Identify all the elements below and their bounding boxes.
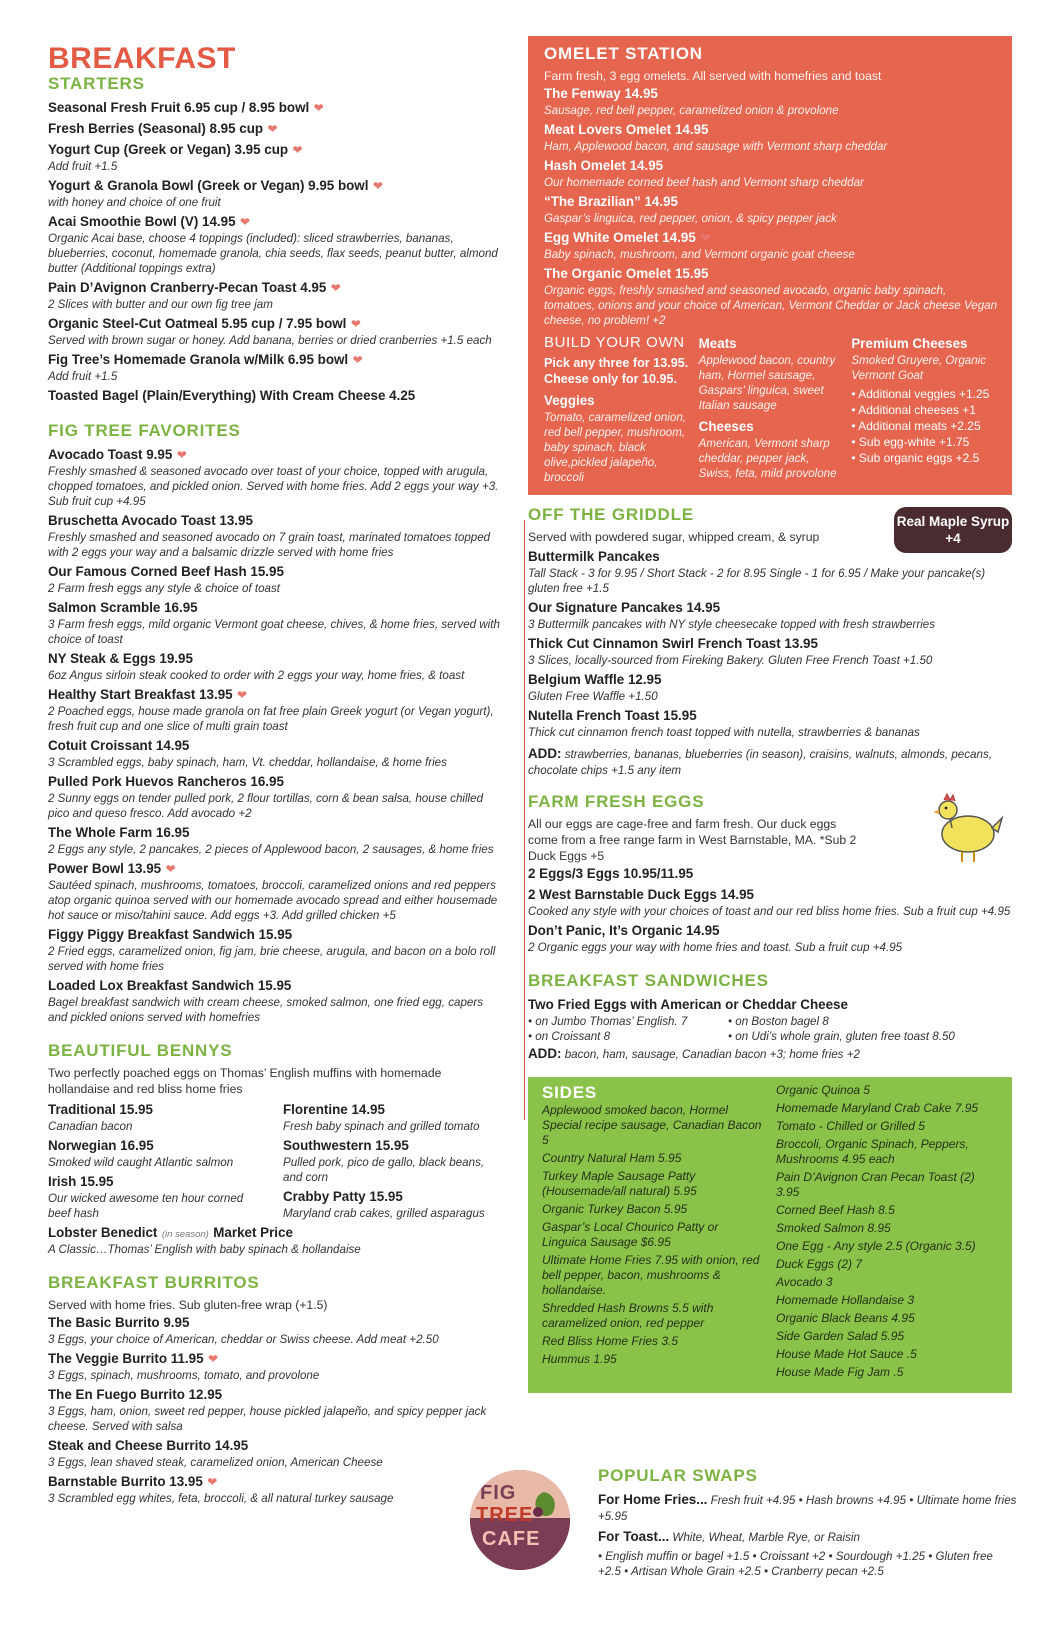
item-desc: 3 Buttermilk pancakes with NY style cheesecake topped with fresh strawberries xyxy=(528,618,936,631)
menu-item xyxy=(48,1472,504,1506)
build-your-own xyxy=(544,334,998,485)
sides-box xyxy=(528,1077,1012,1393)
item-desc: Cooked any style with your choices of toast and our red bliss home fries. Sub a fruit cup +4.95 xyxy=(528,905,1011,918)
starters-list xyxy=(48,98,504,405)
item-desc: Add fruit +1.5 xyxy=(48,160,118,173)
item-desc: 3 Eggs, ham, onion, sweet red pepper, house pickled jalapeño, and spicy pepper jack cheese. Served with salsa xyxy=(48,1405,487,1433)
item-desc: 3 Scrambled eggs, baby spinach, ham, Vt. cheddar, hollandaise, & home fries xyxy=(48,756,447,769)
item-name: The Whole Farm 16.95 xyxy=(48,825,190,840)
lobster-desc: A Classic…Thomas’ English with baby spinach & hollandaise xyxy=(48,1243,361,1256)
item-desc: 2 Eggs any style, 2 pancakes, 2 pieces of Applewood bacon, 2 sausages, & home fries xyxy=(48,843,494,856)
extra-item: • Sub egg-white +1.75 xyxy=(851,435,970,449)
fries-text: Fresh fruit +4.95 • Hash browns +4.95 • Ultimate home fries +5.95 xyxy=(598,1494,1017,1523)
side-item: Homemade Maryland Crab Cake 7.95 xyxy=(776,1101,979,1115)
side-item: Turkey Maple Sausage Patty (Housemade/all natural) 5.95 xyxy=(542,1169,697,1198)
breakfast-title: BREAKFAST xyxy=(48,42,236,75)
item-desc: 2 Farm fresh eggs any style & choice of toast xyxy=(48,582,280,595)
menu-item xyxy=(48,445,504,509)
item-name: Meat Lovers Omelet 14.95 xyxy=(544,122,709,137)
heart-icon: ❤ xyxy=(292,143,303,157)
item-name: Hash Omelet 14.95 xyxy=(544,158,664,173)
menu-item xyxy=(48,314,504,348)
item-desc: 6oz Angus sirloin steak cooked to order with 2 eggs your way, home fries, & toast xyxy=(48,669,465,682)
item-name: Toasted Bagel (Plain/Everything) With Cream Cheese 4.25 xyxy=(48,388,416,403)
heart-icon: ❤ xyxy=(313,101,324,115)
menu-item xyxy=(48,1385,504,1434)
griddle-title: OFF THE GRIDDLE xyxy=(528,505,694,524)
item-desc: 2 Fried eggs, caramelized onion, fig jam, brie cheese, arugula, and bacon on a bolo roll served with home fries xyxy=(48,945,496,973)
side-item: Organic Black Beans 4.95 xyxy=(776,1311,915,1325)
toast-extras: • English muffin or bagel +1.5 • Croissant +2 • Sourdough +1.25 • Gluten free +2.5 • Artisan Whole Grain +2.5 • Cranberry pecan +2.5 xyxy=(598,1550,993,1578)
starters-title: STARTERS xyxy=(48,74,145,93)
sandwich-option: • on Croissant 8 xyxy=(528,1030,611,1043)
item-name: Norwegian 16.95 xyxy=(48,1138,154,1153)
sandwich-option: • on Boston bagel 8 xyxy=(728,1015,829,1028)
item-name: The Veggie Burrito 11.95 xyxy=(48,1351,204,1366)
omelet-title: OMELET STATION xyxy=(544,44,703,63)
item-name: NY Steak & Eggs 19.95 xyxy=(48,651,193,666)
sandwich-option: • on Udi’s whole grain, gluten free toast 8.50 xyxy=(728,1030,955,1043)
item-name: Healthy Start Breakfast 13.95 xyxy=(48,687,233,702)
menu-item xyxy=(48,598,504,647)
lobster-price: Market Price xyxy=(213,1225,293,1240)
veggies-list: Tomato, caramelized onion, red bell pepper, mushroom, baby spinach, black olive,pickled jalapeño, broccoli xyxy=(544,411,686,484)
premium-title: Premium Cheeses xyxy=(851,336,968,351)
menu-item xyxy=(48,1436,504,1470)
omelet-station-box xyxy=(528,36,1012,495)
premium-list: Smoked Gruyere, Organic Vermont Goat xyxy=(851,354,987,382)
menu-item xyxy=(48,176,504,210)
item-name: Seasonal Fresh Fruit 6.95 cup / 8.95 bowl xyxy=(48,100,310,115)
favorites-title: FIG TREE FAVORITES xyxy=(48,421,241,440)
eggs-list xyxy=(528,864,1012,955)
menu-item xyxy=(544,84,998,118)
fries-label: For Home Fries... xyxy=(598,1492,708,1507)
byo-title: BUILD YOUR OWN xyxy=(544,334,685,351)
item-desc: Gaspar’s linguica, red pepper, onion, & spicy pepper jack xyxy=(544,212,837,225)
item-desc: Add fruit +1.5 xyxy=(48,370,118,383)
griddle-add-label: ADD: xyxy=(528,746,562,761)
menu-item xyxy=(48,1100,269,1134)
item-name: Florentine 14.95 xyxy=(283,1102,385,1117)
heart-icon: ❤ xyxy=(372,179,383,193)
item-desc: Sautéed spinach, mushrooms, tomatoes, broccoli, caramelized onions and red peppers atop organic quinoa served with our homemade avocado spread and either housemade hot sauce or miso/tahini sauce. Add eggs +3. Add grilled chicken +5 xyxy=(48,879,498,922)
sandwich-option: • on Jumbo Thomas’ English. 7 xyxy=(528,1015,688,1028)
side-item: Ultimate Home Fries 7.95 with onion, red bell pepper, bacon, mushrooms & hollandaise. xyxy=(542,1253,760,1297)
burritos-section xyxy=(48,1273,504,1506)
side-item: Organic Quinoa 5 xyxy=(776,1083,871,1097)
menu-item xyxy=(48,511,504,560)
menu-item xyxy=(48,649,504,683)
menu-item xyxy=(48,350,504,384)
side-item: Homemade Hollandaise 3 xyxy=(776,1293,915,1307)
menu-item xyxy=(528,634,1012,668)
item-name: Buttermilk Pancakes xyxy=(528,549,660,564)
item-name: Figgy Piggy Breakfast Sandwich 15.95 xyxy=(48,927,293,942)
side-item: House Made Fig Jam .5 xyxy=(776,1365,904,1379)
item-desc: 3 Eggs, spinach, mushrooms, tomato, and provolone xyxy=(48,1369,320,1382)
burritos-title: BREAKFAST BURRITOS xyxy=(48,1273,260,1292)
menu-item xyxy=(48,140,504,174)
menu-item xyxy=(528,885,1012,919)
menu-item xyxy=(48,859,504,923)
item-desc: Bagel breakfast sandwich with cream cheese, smoked salmon, one fried egg, capers and pickled onions served with homefries xyxy=(48,996,483,1024)
bennys-section xyxy=(48,1041,504,1257)
item-name: Barnstable Burrito 13.95 xyxy=(48,1474,203,1489)
side-item: Organic Turkey Bacon 5.95 xyxy=(542,1202,688,1216)
sides-right-list xyxy=(776,1083,994,1383)
menu-item xyxy=(48,119,504,138)
item-name: Avocado Toast 9.95 xyxy=(48,447,173,462)
menu-item xyxy=(528,547,1012,596)
menu-item xyxy=(48,212,504,276)
griddle-section xyxy=(528,495,1012,778)
item-desc: Our wicked awesome ten hour corned beef hash xyxy=(48,1192,244,1220)
side-item: Pain D’Avignon Cran Pecan Toast (2) 3.95 xyxy=(776,1170,975,1199)
syrup-badge: Real Maple Syrup +4 xyxy=(894,507,1012,553)
menu-item xyxy=(48,976,504,1025)
logo-line2: TREE xyxy=(476,1504,534,1526)
menu-item xyxy=(544,120,998,154)
menu-item xyxy=(48,98,504,117)
menu-item xyxy=(528,921,1012,955)
favorites-list xyxy=(48,445,504,1025)
side-item: Applewood smoked bacon, Hormel Special recipe sausage, Canadian Bacon 5 xyxy=(542,1103,762,1147)
item-name: Salmon Scramble 16.95 xyxy=(48,600,198,615)
item-desc: Organic eggs, freshly smashed and seasoned avocado, organic baby spinach, tomatoes, onions and your choice of American, Vermont Cheddar or Jack cheese Vegan cheese, no problem! +2 xyxy=(544,284,998,327)
item-name: Pain D’Avignon Cranberry-Pecan Toast 4.95 xyxy=(48,280,327,295)
menu-item xyxy=(48,736,504,770)
item-name: 2 Eggs/3 Eggs 10.95/11.95 xyxy=(528,866,694,881)
omelet-list xyxy=(544,84,998,328)
item-name: Southwestern 15.95 xyxy=(283,1138,409,1153)
side-item: Avocado 3 xyxy=(776,1275,833,1289)
item-desc: Organic Acai base, choose 4 toppings (included): sliced strawberries, bananas, blueberries, coconut, homemade granola, chia seeds, flax seeds, peanut butter, almond butter (Additional toppings extra) xyxy=(48,232,498,275)
favorites-section xyxy=(48,421,504,1025)
item-name: Pulled Pork Huevos Rancheros 16.95 xyxy=(48,774,284,789)
menu-item xyxy=(48,685,504,734)
eggs-section xyxy=(528,792,1012,955)
item-desc: 3 Slices, locally-sourced from Fireking Bakery. Gluten Free French Toast +1.50 xyxy=(528,654,933,667)
item-name: Acai Smoothie Bowl (V) 14.95 xyxy=(48,214,236,229)
item-desc: Gluten Free Waffle +1.50 xyxy=(528,690,658,703)
item-desc: Maryland crab cakes, grilled asparagus xyxy=(283,1207,485,1220)
meats-title: Meats xyxy=(698,336,737,351)
item-name: The Fenway 14.95 xyxy=(544,86,658,101)
left-column xyxy=(48,44,504,1508)
menu-item xyxy=(48,1172,269,1221)
item-desc: 3 Scrambled egg whites, feta, broccoli, & all natural turkey sausage xyxy=(48,1492,394,1505)
sandwiches-section xyxy=(528,971,1012,1063)
sandwich-name: Two Fried Eggs with American or Cheddar Cheese xyxy=(528,997,848,1012)
item-name: Power Bowl 13.95 xyxy=(48,861,162,876)
heart-icon: ❤ xyxy=(350,317,361,331)
item-name: Crabby Patty 15.95 xyxy=(283,1189,403,1204)
side-item: Tomato - Chilled or Grilled 5 xyxy=(776,1119,925,1133)
menu-item xyxy=(48,278,504,312)
menu-item xyxy=(48,562,504,596)
fig-tree-cafe-logo xyxy=(470,1470,570,1570)
menu-item xyxy=(48,823,504,857)
bennys-title: BEAUTIFUL BENNYS xyxy=(48,1041,233,1060)
heart-icon: ❤ xyxy=(267,122,278,136)
item-desc: Ham, Applewood bacon, and sausage with Vermont sharp cheddar xyxy=(544,140,888,153)
side-item: Shredded Hash Browns 5.5 with caramelized onion, red pepper xyxy=(542,1301,714,1330)
item-name: Egg White Omelet 14.95 xyxy=(544,230,696,245)
bennys-right-list xyxy=(283,1100,504,1223)
item-name: Belgium Waffle 12.95 xyxy=(528,672,662,687)
eggs-title: FARM FRESH EGGS xyxy=(528,792,705,811)
popular-swaps-section xyxy=(598,1466,1018,1579)
item-name: The Organic Omelet 15.95 xyxy=(544,266,709,281)
item-name: Yogurt Cup (Greek or Vegan) 3.95 cup xyxy=(48,142,289,157)
menu-item xyxy=(528,598,1012,632)
heart-icon: ❤ xyxy=(237,688,248,702)
item-desc: Freshly smashed and seasoned avocado on 7 grain toast, marinated tomatoes topped with 2 eggs your way and a balsamic drizzle served with home fries xyxy=(48,531,491,559)
item-name: Our Famous Corned Beef Hash 15.95 xyxy=(48,564,284,579)
item-name: The En Fuego Burrito 12.95 xyxy=(48,1387,223,1402)
lobster-season: (in season) xyxy=(161,1229,209,1240)
menu-item xyxy=(48,1313,504,1347)
item-name: Bruschetta Avocado Toast 13.95 xyxy=(48,513,253,528)
side-item: Broccoli, Organic Spinach, Peppers, Mushrooms 4.95 each xyxy=(776,1137,969,1166)
item-name: Don’t Panic, It’s Organic 14.95 xyxy=(528,923,720,938)
sandwich-add-label: ADD: xyxy=(528,1046,562,1061)
griddle-list xyxy=(528,547,1012,740)
item-name: “The Brazilian” 14.95 xyxy=(544,194,678,209)
griddle-intro: Served with powdered sugar, whipped cream, & syrup xyxy=(528,530,820,544)
heart-icon: ❤ xyxy=(330,281,341,295)
menu-item xyxy=(48,925,504,974)
side-item: Corned Beef Hash 8.5 xyxy=(776,1203,895,1217)
extra-item: • Sub organic eggs +2.5 xyxy=(851,451,980,465)
starters-section xyxy=(48,74,504,405)
lobster-name: Lobster Benedict xyxy=(48,1225,158,1240)
item-desc: Fresh baby spinach and grilled tomato xyxy=(283,1120,480,1133)
byo-pick: Pick any three for 13.95. Cheese only for 10.95. xyxy=(544,356,689,386)
item-desc: Pulled pork, pico de gallo, black beans, and corn xyxy=(283,1156,485,1184)
swaps-title: POPULAR SWAPS xyxy=(598,1466,758,1485)
heart-icon: ❤ xyxy=(239,215,251,229)
item-desc: Tall Stack - 3 for 9.95 / Short Stack - 2 for 8.95 Single - 1 for 6.95 / Make your pancake(s) gluten free +1.5 xyxy=(528,567,986,595)
chicken-icon xyxy=(926,788,1006,868)
menu-item xyxy=(48,772,504,821)
veggies-title: Veggies xyxy=(544,393,595,408)
item-name: Irish 15.95 xyxy=(48,1174,114,1189)
side-item: House Made Hot Sauce .5 xyxy=(776,1347,917,1361)
menu-item xyxy=(48,1349,504,1383)
item-name: Traditional 15.95 xyxy=(48,1102,153,1117)
toast-label: For Toast... xyxy=(598,1529,670,1544)
heart-icon: ❤ xyxy=(700,231,711,245)
bennys-intro: Two perfectly poached eggs on Thomas’ English muffins with homemade hollandaise and red bliss home fries xyxy=(48,1066,442,1096)
menu-item xyxy=(544,264,998,328)
menu-item xyxy=(283,1187,504,1221)
heart-icon: ❤ xyxy=(207,1475,218,1489)
item-desc: Our homemade corned beef hash and Vermont sharp cheddar xyxy=(544,176,864,189)
side-item: Country Natural Ham 5.95 xyxy=(542,1151,682,1165)
bennys-left-list xyxy=(48,1100,269,1223)
item-desc: 2 Slices with butter and our own fig tree jam xyxy=(48,298,273,311)
item-name: Fresh Berries (Seasonal) 8.95 cup xyxy=(48,121,264,136)
item-desc: Sausage, red bell pepper, caramelized onion & provolone xyxy=(544,104,839,117)
menu-item xyxy=(528,670,1012,704)
item-desc: Canadian bacon xyxy=(48,1120,133,1133)
menu-item xyxy=(48,1136,269,1170)
logo-line1: FIG xyxy=(480,1482,517,1504)
item-name: Organic Steel-Cut Oatmeal 5.95 cup / 7.95 bowl xyxy=(48,316,347,331)
logo-line3: CAFE xyxy=(482,1528,541,1550)
menu-item xyxy=(283,1136,504,1185)
item-desc: 2 Sunny eggs on tender pulled pork, 2 flour tortillas, corn & bean salsa, house chilled pico and queso fresco. Add avocado +2 xyxy=(48,792,484,820)
burritos-intro: Served with home fries. Sub gluten-free wrap (+1.5) xyxy=(48,1298,328,1312)
menu-item xyxy=(544,192,998,226)
item-desc: Served with brown sugar or honey. Add banana, berries or dried cranberries +1.5 each xyxy=(48,334,492,347)
heart-icon: ❤ xyxy=(208,1352,219,1366)
menu-item xyxy=(544,228,998,262)
heart-icon: ❤ xyxy=(165,862,176,876)
menu-item xyxy=(528,706,1012,740)
side-item: One Egg - Any style 2.5 (Organic 3.5) xyxy=(776,1239,976,1253)
meats-list: Applewood bacon, country ham, Hormel sausage, Gaspars’ linguica, sweet Italian sausage xyxy=(698,354,836,412)
item-desc: Baby spinach, mushroom, and Vermont organic goat cheese xyxy=(544,248,855,261)
toast-text: White, Wheat, Marble Rye, or Raisin xyxy=(672,1531,860,1544)
side-item: Side Garden Salad 5.95 xyxy=(776,1329,905,1343)
item-desc: with honey and choice of one fruit xyxy=(48,196,221,209)
menu-item xyxy=(544,156,998,190)
item-desc: 2 Organic eggs your way with home fries and toast. Sub a fruit cup +4.95 xyxy=(528,941,903,954)
item-name: Loaded Lox Breakfast Sandwich 15.95 xyxy=(48,978,292,993)
item-desc: Smoked wild caught Atlantic salmon xyxy=(48,1156,234,1169)
item-name: Fig Tree’s Homemade Granola w/Milk 6.95 bowl xyxy=(48,352,349,367)
side-item: Red Bliss Home Fries 3.5 xyxy=(542,1334,679,1348)
item-name: Our Signature Pancakes 14.95 xyxy=(528,600,721,615)
omelet-intro: Farm fresh, 3 egg omelets. All served with homefries and toast xyxy=(544,69,882,83)
sandwiches-title: BREAKFAST SANDWICHES xyxy=(528,971,769,990)
extra-item: • Additional cheeses +1 xyxy=(851,403,976,417)
sandwich-add-text: bacon, ham, sausage, Canadian bacon +3; home fries +2 xyxy=(564,1048,860,1061)
cheeses-title: Cheeses xyxy=(698,419,754,434)
menu-item xyxy=(283,1100,504,1134)
side-item: Gaspar’s Local Chourico Patty or Linguica Sausage $6.95 xyxy=(542,1220,719,1249)
column-divider xyxy=(524,520,525,1120)
menu-item xyxy=(48,386,504,405)
item-desc: 3 Farm fresh eggs, mild organic Vermont goat cheese, chives, & home fries, served with choice of toast xyxy=(48,618,500,646)
item-desc: 3 Eggs, your choice of American, cheddar or Swiss cheese. Add meat +2.50 xyxy=(48,1333,439,1346)
item-name: Steak and Cheese Burrito 14.95 xyxy=(48,1438,249,1453)
item-name: Yogurt & Granola Bowl (Greek or Vegan) 9.95 bowl xyxy=(48,178,369,193)
item-name: 2 West Barnstable Duck Eggs 14.95 xyxy=(528,887,754,902)
side-item: Duck Eggs (2) 7 xyxy=(776,1257,863,1271)
extra-item: • Additional veggies +1.25 xyxy=(851,387,990,401)
item-desc: Thick cut cinnamon french toast topped with nutella, strawberries & bananas xyxy=(528,726,920,739)
griddle-add-text: strawberries, bananas, blueberries (in season), craisins, walnuts, almonds, pecans, chocolate chips +1.5 any item xyxy=(528,748,992,777)
heart-icon: ❤ xyxy=(176,448,187,462)
item-name: The Basic Burrito 9.95 xyxy=(48,1315,190,1330)
extras-list xyxy=(851,386,998,466)
item-name: Thick Cut Cinnamon Swirl French Toast 13.95 xyxy=(528,636,818,651)
right-column xyxy=(528,36,1012,1393)
sides-left-list xyxy=(542,1103,762,1367)
burritos-list xyxy=(48,1313,504,1506)
item-desc: Freshly smashed & seasoned avocado over toast of your choice, topped with arugula, chopped tomatoes, and pickled onion. Served with home fries. Add 2 eggs your way +3. Sub fruit cup +4.95 xyxy=(48,465,499,508)
extra-item: • Additional meats +2.25 xyxy=(851,419,981,433)
item-name: Nutella French Toast 15.95 xyxy=(528,708,697,723)
item-name: Cotuit Croissant 14.95 xyxy=(48,738,190,753)
sides-title: SIDES xyxy=(542,1083,598,1102)
side-item: Smoked Salmon 8.95 xyxy=(776,1221,891,1235)
side-item: Hummus 1.95 xyxy=(542,1352,617,1366)
heart-icon: ❤ xyxy=(352,353,363,367)
eggs-intro: All our eggs are cage-free and farm fresh. Our duck eggs come from a free range farm in West Barnstable, MA. *Sub 2 Duck Eggs +5 xyxy=(528,817,857,863)
cheeses-list: American, Vermont sharp cheddar, pepper jack, Swiss, feta, mild provolone xyxy=(698,437,837,480)
item-desc: 3 Eggs, lean shaved steak, caramelized onion, American Cheese xyxy=(48,1456,383,1469)
item-desc: 2 Poached eggs, house made granola on fat free plain Greek yogurt (or Vegan yogurt), fresh fruit cup and one slice of multi grain toast xyxy=(48,705,494,733)
